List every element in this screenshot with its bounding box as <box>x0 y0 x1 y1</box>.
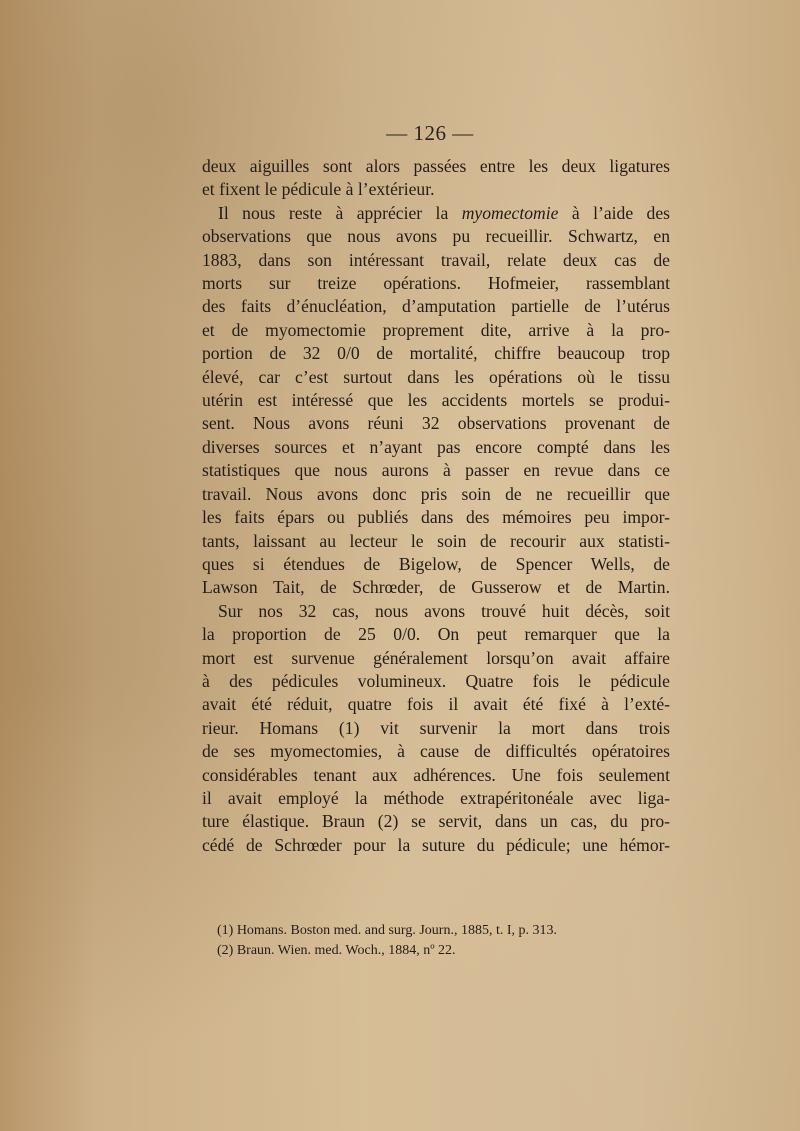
text-line: les faits épars ou publiés dans des mémoires peu impor- <box>202 507 670 528</box>
text-line: rieur. Homans (1) vit survenir la mort dans trois <box>202 717 670 738</box>
text-segment: à l’aide des <box>558 202 671 223</box>
text-line: morts sur treize opérations. Hofmeier, rassemblant <box>202 273 670 294</box>
page-number: — 126 — <box>386 121 474 145</box>
text-line: avait été réduit, quatre fois il avait été fixé à l’exté- <box>202 694 670 715</box>
text-line: utérin est intéressé que les accidents mortels se produi- <box>202 390 670 411</box>
text-line: élevé, car c’est surtout dans les opérations où le tissu <box>202 366 670 387</box>
text-line: des faits d’énucléation, d’amputation partielle de l’utérus <box>202 296 670 317</box>
italic-term: myomectomie <box>461 202 559 223</box>
text-line: diverses sources et n’ayant pas encore compté dans les <box>202 436 670 457</box>
text-line: et fixent le pédicule à l’extérieur. <box>202 179 435 200</box>
text-line: Lawson Tait, de Schrœder, de Gusserow et de Martin. <box>202 577 670 598</box>
footnote: (2) Braun. Wien. med. Woch., 1884, nº 22. <box>217 943 456 958</box>
text-line: ques si étendues de Bigelow, de Spencer Wells, de <box>202 553 670 574</box>
text-line: il avait employé la méthode extrapéritonéale avec liga- <box>202 787 670 808</box>
text-line: mort est survenue généralement lorsqu’on avait affaire <box>202 647 670 668</box>
text-line: observations que nous avons pu recueillir. Schwartz, en <box>202 226 670 247</box>
text-line: considérables tenant aux adhérences. Une fois seulement <box>202 764 670 785</box>
text-line: sent. Nous avons réuni 32 observations provenant de <box>202 413 670 434</box>
text-line: à des pédicules volumineux. Quatre fois le pédicule <box>202 670 670 691</box>
text-line: travail. Nous avons donc pris soin de ne recueillir que <box>202 483 670 504</box>
text-line: tants, laissant au lecteur le soin de recourir aux statisti- <box>202 530 670 551</box>
text-line: de ses myomectomies, à cause de difficultés opératoires <box>202 741 670 762</box>
text-line: portion de 32 0/0 de mortalité, chiffre beaucoup trop <box>202 343 670 364</box>
text-line: deux aiguilles sont alors passées entre les deux ligatures <box>202 156 670 176</box>
text-line: 1883, dans son intéressant travail, relate deux cas de <box>202 249 670 270</box>
text-line <box>202 202 670 225</box>
text-line: Sur nos 32 cas, nous avons trouvé huit décès, soit <box>218 600 670 621</box>
text-line: statistiques que nous aurons à passer en revue dans ce <box>202 460 670 481</box>
text-line: et de myomectomie proprement dite, arrive à la pro- <box>202 319 670 340</box>
text-line: cédé de Schrœder pour la suture du pédicule; une hémor- <box>202 834 670 855</box>
footnotes <box>217 921 657 961</box>
text-line: la proportion de 25 0/0. On peut remarquer que la <box>202 624 670 645</box>
footnote: (1) Homans. Boston med. and surg. Journ., 1885, t. I, p. 313. <box>217 923 557 938</box>
body-text <box>202 155 670 857</box>
text-line: ture élastique. Braun (2) se servit, dans un cas, du pro- <box>202 811 670 832</box>
text-segment: Il nous reste à apprécier la <box>218 202 462 223</box>
